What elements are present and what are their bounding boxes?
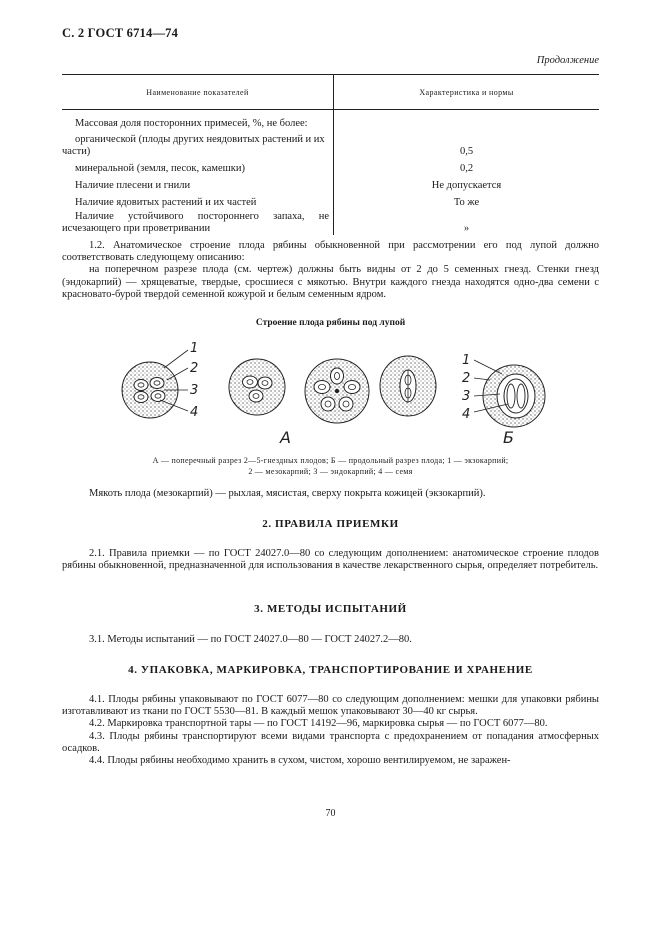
- rowan-fruit-figure: [110, 338, 550, 450]
- section1-text: [62, 240, 599, 301]
- label-number: 4: [190, 405, 199, 420]
- label-number: 1: [190, 341, 199, 356]
- fruit-longitudinal-section: [483, 365, 545, 427]
- page-header-title: С. 2 ГОСТ 6714—74: [62, 26, 179, 40]
- fruit-cross-section-3: [305, 359, 369, 423]
- paragraph: 3.1. Методы испытаний — по ГОСТ 24027.0—80 — ГОСТ 24027.2—80.: [89, 634, 412, 645]
- table-header-indicator: Наименование показателей: [62, 75, 334, 110]
- table-cell-value: 0,2: [459, 162, 474, 174]
- table-cell-value: [334, 110, 600, 130]
- label-number: 3: [190, 383, 199, 398]
- table-cell-name: минеральной (земля, песок, камешки): [62, 158, 334, 175]
- table-cell-name-text: Наличие устойчивого постороннего запаха, не исчезающего при проветривании: [62, 210, 329, 234]
- section4-text: [62, 694, 599, 767]
- legend-line: А — поперечный разрез 2—5-гнездных плодов; Б — продольный разрез плода; 1 — экзокарпий;: [152, 456, 509, 465]
- paragraph: 4.3. Плоды рябины транспортируют всеми видами транспорта с предохранением от попадания атмосферных осадков.: [62, 730, 599, 754]
- table-cell-name: [62, 209, 334, 235]
- paragraph: на поперечном разрезе плода (см. чертеж) должны быть видны от 2 до 5 семенных гнезд. Стенки гнезд (эндокарпий) — хрящеватые, твердые, сросшиеся с мякотью. Внутри каждого гнезда находятся одно-два семени с красновато-бурой твердой семенной кожурой и белым семенным ядром.: [62, 264, 599, 300]
- table-cell-name: [62, 130, 334, 158]
- indicators-table: [62, 74, 599, 235]
- table-row: [62, 110, 599, 130]
- paragraph: 1.2. Анатомическое строение плода рябины обыкновенной при рассмотрении его под лупой должно соответствовать следующему описанию:: [62, 240, 599, 264]
- table-cell-name-text: органической (плоды других неядовитых растений и их части): [62, 133, 325, 157]
- table-row: [62, 209, 599, 235]
- fruit-cross-section-2: [229, 359, 285, 415]
- label-a: А: [280, 428, 291, 447]
- legend-line: 2 — мезокарпий; 3 — эндокарпий; 4 — семя: [248, 467, 413, 476]
- table-header-norm: Характеристика и нормы: [334, 75, 600, 110]
- table-row: [62, 130, 599, 158]
- label-number: 2: [462, 371, 471, 386]
- table-cell-value: Не допускается: [431, 179, 502, 191]
- section3-title: 3. МЕТОДЫ ИСПЫТАНИЙ: [254, 603, 407, 615]
- paragraph: 2.1. Правила приемки — по ГОСТ 24027.0—80 со следующим дополнением: анатомическое строение плодов рябины обыкновенной, предназначенной для использования в качестве лекарственного сырья, определяет потребитель.: [62, 548, 599, 572]
- table-row: [62, 175, 599, 192]
- section2-title: 2. ПРАВИЛА ПРИЕМКИ: [262, 518, 399, 530]
- label-number: 4: [462, 407, 471, 422]
- table-cell-value: »: [463, 222, 470, 234]
- page-number: 70: [325, 808, 336, 819]
- figure-title: Строение плода рябины под лупой: [255, 318, 406, 328]
- table-cell-name: Наличие ядовитых растений и их частей: [62, 192, 334, 209]
- label-b: Б: [503, 428, 514, 447]
- fruit-cross-section-4: [380, 356, 436, 416]
- table-cell-value: То же: [453, 196, 480, 208]
- table-cell-value: 0,5: [459, 145, 474, 157]
- paragraph: Мякоть плода (мезокарпий) — рыхлая, мясистая, сверху покрыта кожицей (экзокарпий).: [89, 488, 486, 499]
- section4-title: 4. УПАКОВКА, МАРКИРОВКА, ТРАНСПОРТИРОВАНИЕ И ХРАНЕНИЕ: [128, 664, 533, 676]
- table-cell-name: Наличие плесени и гнили: [62, 175, 334, 192]
- paragraph: 4.4. Плоды рябины необходимо хранить в сухом, чистом, хорошо вентилируемом, не заражен-: [89, 755, 511, 767]
- label-number: 2: [190, 361, 199, 376]
- paragraph: 4.1. Плоды рябины упаковывают по ГОСТ 6077—80 со следующим дополнением: мешки для упаковки рябины изготавливают из ткани по ГОСТ 5530—81. В каждый мешок упаковывают 30—40 кг сырья.: [62, 694, 599, 718]
- continuation-label: Продолжение: [536, 55, 599, 66]
- section2-text: [62, 548, 599, 572]
- table-row: [62, 158, 599, 175]
- label-number: 1: [462, 353, 471, 368]
- table-row: [62, 192, 599, 209]
- table-cell-name: Массовая доля посторонних примесей, %, не более:: [62, 110, 334, 130]
- paragraph: 4.2. Маркировка транспортной тары — по ГОСТ 14192—96, маркировка сырья — по ГОСТ 6077—80.: [89, 718, 548, 730]
- label-number: 3: [462, 389, 471, 404]
- section3-text: [62, 634, 599, 646]
- pulp-text: [62, 488, 599, 500]
- figure-legend: [62, 455, 599, 477]
